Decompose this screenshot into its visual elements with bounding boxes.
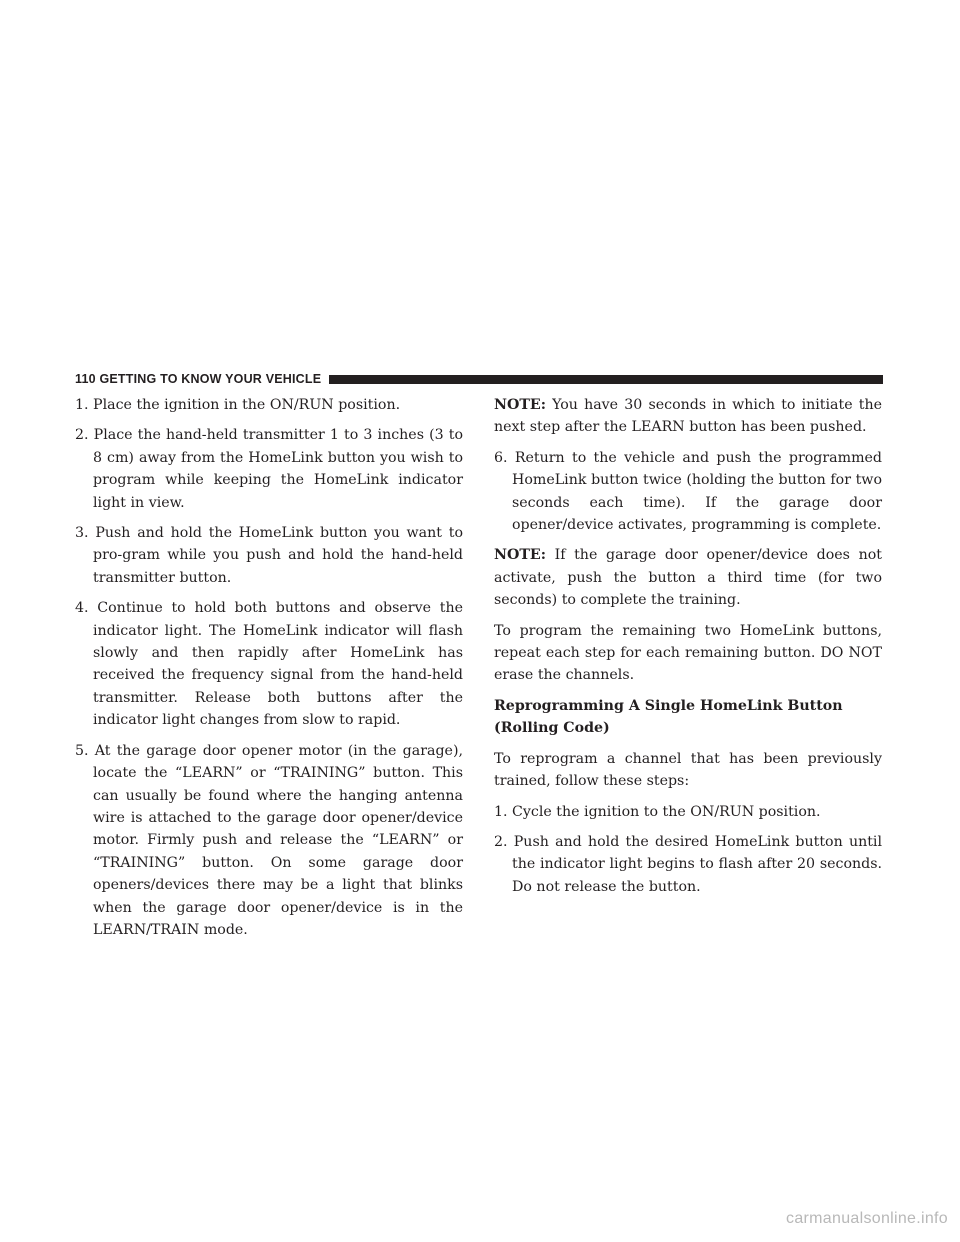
note-label: NOTE: — [494, 397, 546, 413]
note-text: If the garage door opener/device does not activate, push the button a third time (for two seconds) to complete the training. — [494, 547, 882, 609]
section-heading: Reprogramming A Single HomeLink Button (Rolling Code) — [494, 697, 843, 737]
reprogram-step-2: 2. Push and hold the desired HomeLink button until the indicator light begins to flash after 20 seconds. Do not release the button. — [494, 833, 882, 895]
section-title: GETTING TO KNOW YOUR VEHICLE — [99, 372, 322, 386]
right-column — [494, 394, 882, 906]
step-3: 3. Push and hold the HomeLink button you want to pro-gram while you push and hold the hand-held transmitter button. — [75, 525, 463, 586]
header-rule — [329, 375, 883, 384]
note-label: NOTE: — [494, 547, 546, 564]
left-column — [75, 394, 463, 949]
step-5: 5. At the garage door opener motor (in the garage), locate the “LEARN” or “TRAINING” button. This can usually be found where the hanging antenna wire is attached to the garage door opener/device motor. Firmly push and release the “LEARN” or “TRAINING” button. On some garage door openers/devices there may be a light that blinks when the garage door opener/device is in the LEARN/TRAIN mode. — [75, 742, 463, 938]
step-4: 4. Continue to hold both buttons and observe the indicator light. The HomeLink indicator will flash slowly and then rapidly after HomeLink has received the frequency signal from the hand-held transmitter. Release both buttons after the indicator light changes from slow to rapid. — [75, 600, 463, 729]
step-6: 6. Return to the vehicle and push the programmed HomeLink button twice (holding the button for two seconds each time). If the garage door opener/device activates, programming is complete. — [494, 449, 882, 534]
page-header — [75, 370, 883, 388]
note-learn — [494, 394, 882, 439]
step-1: 1. Place the ignition in the ON/RUN position. — [75, 397, 401, 413]
watermark-text: carmanualsonline.info — [786, 1210, 948, 1227]
remaining-buttons-paragraph: To program the remaining two HomeLink buttons, repeat each step for each remaining button. DO NOT erase the channels. — [494, 622, 882, 684]
reprogram-step-1: 1. Cycle the ignition to the ON/RUN position. — [494, 803, 821, 820]
step-2: 2. Place the hand-held transmitter 1 to 3 inches (3 to 8 cm) away from the HomeLink button you wish to program while keeping the HomeLink indicator light in view. — [75, 427, 463, 511]
page-header-text — [75, 372, 329, 386]
reprogram-intro: To reprogram a channel that has been previously trained, follow these steps: — [494, 750, 882, 790]
page-number: 110 — [75, 372, 96, 386]
note-third-time — [494, 544, 882, 611]
note-text: You have 30 seconds in which to initiate the next step after the LEARN button has been pushed. — [494, 397, 882, 436]
